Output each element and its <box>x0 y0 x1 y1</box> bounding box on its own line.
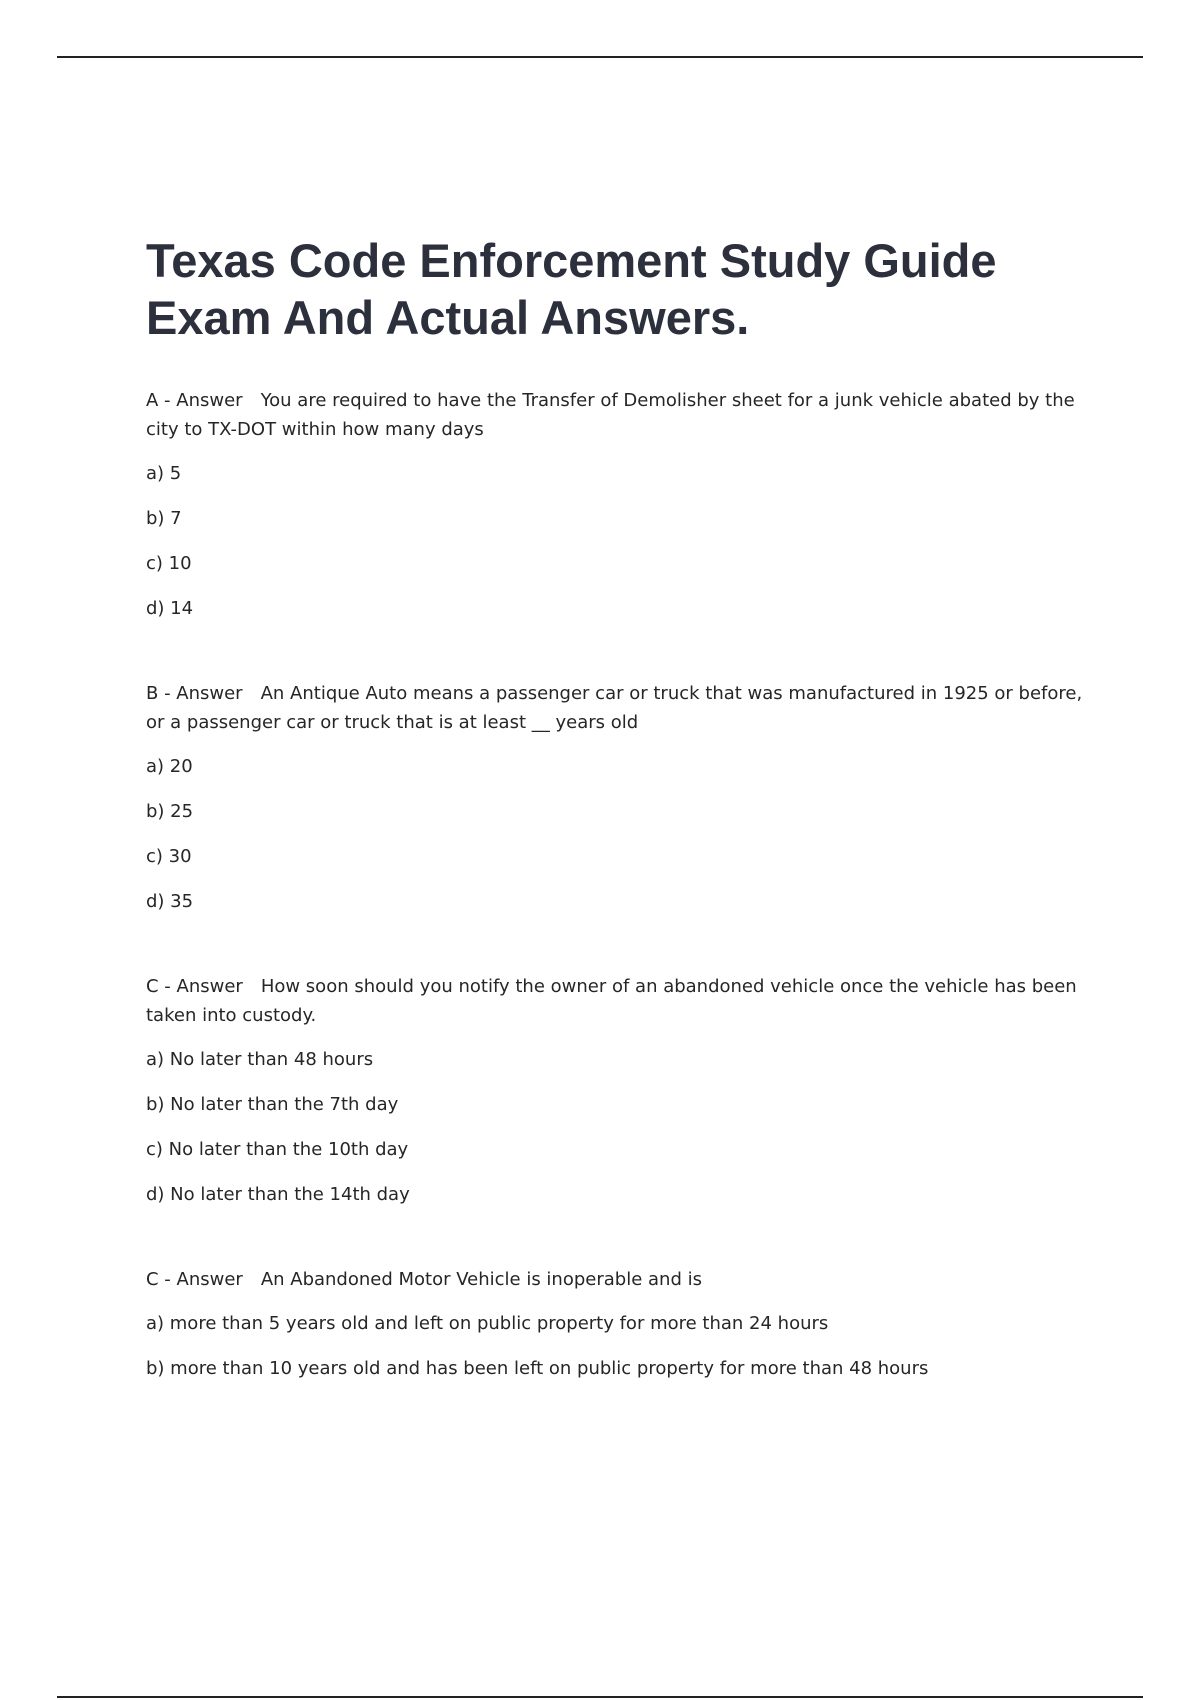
option-d: d) No later than the 14th day <box>146 1184 410 1205</box>
bottom-rule <box>57 1696 1143 1698</box>
option-a: a) No later than 48 hours <box>146 1049 374 1070</box>
question-1 <box>146 386 1086 623</box>
question-stem: You are required to have the Transfer of Demolisher sheet for a junk vehicle abated by the city to TX-DOT within how many days <box>146 390 1075 440</box>
option-b: b) No later than the 7th day <box>146 1094 399 1115</box>
option-c: c) No later than the 10th day <box>146 1139 409 1160</box>
option-c: c) 10 <box>146 553 192 574</box>
answer-prefix: A - Answer <box>146 390 243 411</box>
answer-prefix: B - Answer <box>146 683 243 704</box>
question-4 <box>146 1265 1086 1383</box>
answer-prefix: C - Answer <box>146 1269 243 1290</box>
question-text <box>146 386 1086 444</box>
option-d: d) 14 <box>146 598 194 619</box>
question-text <box>146 972 1086 1030</box>
option-b: b) more than 10 years old and has been left on public property for more than 48 hours <box>146 1358 929 1379</box>
option-c: c) 30 <box>146 846 192 867</box>
question-stem: An Antique Auto means a passenger car or truck that was manufactured in 1925 or before, or a passenger car or truck that is at least __ years old <box>146 683 1083 733</box>
question-stem: How soon should you notify the owner of an abandoned vehicle once the vehicle has been taken into custody. <box>146 976 1077 1026</box>
option-b: b) 25 <box>146 801 194 822</box>
answer-prefix: C - Answer <box>146 976 243 997</box>
question-3 <box>146 972 1086 1209</box>
document-title: Texas Code Enforcement Study Guide Exam And Actual Answers. <box>146 234 997 344</box>
option-a: a) 20 <box>146 756 193 777</box>
option-a: a) 5 <box>146 463 182 484</box>
option-d: d) 35 <box>146 891 194 912</box>
document-body <box>146 232 1086 1383</box>
question-text <box>146 1265 1086 1294</box>
question-2 <box>146 679 1086 916</box>
option-b: b) 7 <box>146 508 182 529</box>
question-stem: An Abandoned Motor Vehicle is inoperable and is <box>260 1269 702 1290</box>
top-rule <box>57 56 1143 58</box>
option-a: a) more than 5 years old and left on public property for more than 24 hours <box>146 1313 829 1334</box>
question-text <box>146 679 1086 737</box>
